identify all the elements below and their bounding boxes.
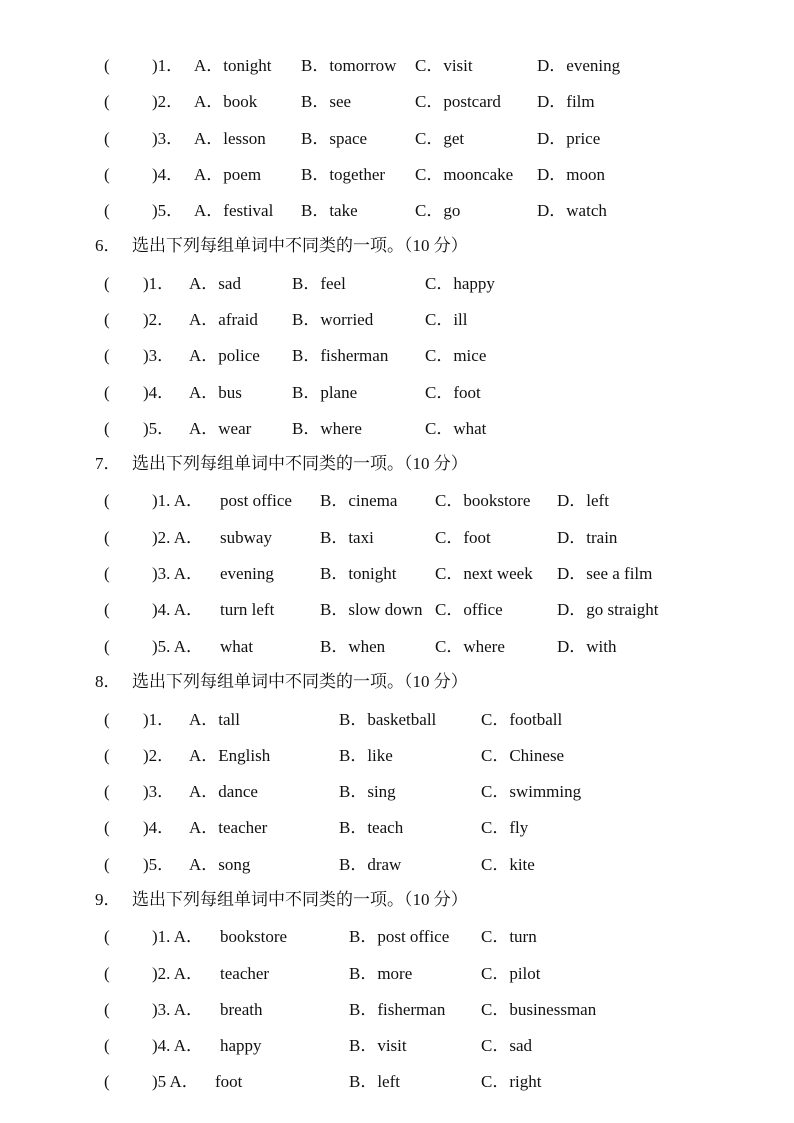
answer-paren-open[interactable]: ( [104,1072,110,1091]
question-number: )1． [143,710,175,729]
option-b: B．cinema [320,491,398,510]
option-a: A．poem [194,165,262,184]
option-c: C．visit [415,56,473,75]
answer-paren-open[interactable]: ( [104,600,110,619]
option-d: D．watch [537,201,607,220]
option-b: B．draw [339,855,402,874]
option-a: A．afraid [189,310,258,329]
question-number: )1． [143,274,175,293]
option-c: C．turn [481,927,537,946]
option-b: B．plane [292,383,358,402]
option-a: A．bus [189,383,242,402]
option-c: C．Chinese [481,746,565,765]
answer-paren-open[interactable]: ( [104,129,110,148]
option-b: B．where [292,419,362,438]
section-number: 8． [95,672,121,691]
section-title: 选出下列每组单词中不同类的一项。（10 分） [132,236,468,255]
option-c: C．right [481,1072,542,1091]
answer-paren-open[interactable]: ( [104,710,110,729]
question-number: )3. A． [152,564,203,583]
question-number: )3． [143,346,175,365]
option-d: D．left [557,491,609,510]
question-number: )2． [143,746,175,765]
option-b: B．fisherman [292,346,389,365]
question-number: )3． [143,782,175,801]
option-c: C．go [415,201,461,220]
question-number: )2． [143,310,175,329]
question-number: )4． [143,383,175,402]
option-a: A．police [189,346,260,365]
option-a: A．teacher [189,818,268,837]
option-a: A．tonight [194,56,272,75]
option-c: C．next week [435,564,533,583]
option-c: C．postcard [415,92,501,111]
option-a: what [220,637,254,656]
answer-paren-open[interactable]: ( [104,782,110,801]
option-d: D．with [557,637,617,656]
option-a: teacher [220,964,270,983]
option-b: B．together [301,165,386,184]
answer-paren-open[interactable]: ( [104,564,110,583]
question-number: )4． [143,818,175,837]
option-c: C．sad [481,1036,532,1055]
option-b: B．tomorrow [301,56,397,75]
option-b: B．like [339,746,393,765]
option-a: A．festival [194,201,274,220]
option-d: D．see a film [557,564,653,583]
option-b: B．basketball [339,710,437,729]
answer-paren-open[interactable]: ( [104,56,110,75]
option-d: D．go straight [557,600,659,619]
option-b: B．tonight [320,564,397,583]
option-a: A．lesson [194,129,266,148]
question-number: )3． [152,129,184,148]
option-b: B．feel [292,274,346,293]
option-b: B．space [301,129,368,148]
option-b: B．left [349,1072,400,1091]
option-a: A．wear [189,419,252,438]
option-a: subway [220,528,272,547]
answer-paren-open[interactable]: ( [104,1036,110,1055]
question-number: )2． [152,92,184,111]
option-b: B．see [301,92,352,111]
option-d: D．film [537,92,595,111]
option-a: evening [220,564,274,583]
option-c: C．foot [425,383,481,402]
option-c: C．foot [435,528,491,547]
option-b: B．slow down [320,600,423,619]
option-b: B．worried [292,310,374,329]
answer-paren-open[interactable]: ( [104,92,110,111]
question-number: )3. A． [152,1000,203,1019]
question-number: )2. A． [152,528,203,547]
question-number: )4. A． [152,600,203,619]
answer-paren-open[interactable]: ( [104,528,110,547]
option-b: B．visit [349,1036,407,1055]
option-c: C．bookstore [435,491,531,510]
answer-paren-open[interactable]: ( [104,491,110,510]
option-d: D．moon [537,165,605,184]
option-a: A．English [189,746,271,765]
question-number: )1. A． [152,491,203,510]
option-c: C．pilot [481,964,541,983]
option-b: B．fisherman [349,1000,446,1019]
question-number: )4． [152,165,184,184]
option-c: C．happy [425,274,495,293]
option-c: C．businessman [481,1000,597,1019]
answer-paren-open[interactable]: ( [104,637,110,656]
answer-paren-open[interactable]: ( [104,964,110,983]
question-number: )5 A． [152,1072,199,1091]
answer-paren-open[interactable]: ( [104,746,110,765]
option-c: C．office [435,600,503,619]
option-d: D．evening [537,56,621,75]
answer-paren-open[interactable]: ( [104,165,110,184]
answer-paren-open[interactable]: ( [104,310,110,329]
option-a: A．sad [189,274,241,293]
section-number: 7． [95,454,121,473]
answer-paren-open[interactable]: ( [104,855,110,874]
option-a: bookstore [220,927,288,946]
option-b: B．more [349,964,413,983]
answer-paren-open[interactable]: ( [104,201,110,220]
question-number: )1． [152,56,184,75]
option-a: A．tall [189,710,240,729]
question-number: )5. A． [152,637,203,656]
option-c: C．what [425,419,487,438]
option-a: breath [220,1000,263,1019]
option-c: C．mice [425,346,487,365]
option-c: C．kite [481,855,535,874]
option-b: B．post office [349,927,450,946]
option-a: post office [220,491,292,510]
section-title: 选出下列每组单词中不同类的一项。（10 分） [132,890,468,909]
answer-paren-open[interactable]: ( [104,927,110,946]
option-b: B．take [301,201,358,220]
answer-paren-open[interactable]: ( [104,818,110,837]
option-c: C．swimming [481,782,582,801]
option-b: B．sing [339,782,396,801]
option-c: C．fly [481,818,529,837]
question-number: )4. A． [152,1036,203,1055]
option-c: C．mooncake [415,165,514,184]
option-c: C．where [435,637,505,656]
option-a: A．dance [189,782,258,801]
question-number: )2. A． [152,964,203,983]
question-number: )5． [143,855,175,874]
option-b: B．teach [339,818,404,837]
option-c: C．get [415,129,465,148]
option-b: B．when [320,637,386,656]
option-a: A．song [189,855,251,874]
section-title: 选出下列每组单词中不同类的一项。（10 分） [132,454,468,473]
section-number: 6． [95,236,121,255]
section-number: 9． [95,890,121,909]
option-d: D．price [537,129,601,148]
answer-paren-open[interactable]: ( [104,419,110,438]
option-a: A．book [194,92,258,111]
section-title: 选出下列每组单词中不同类的一项。（10 分） [132,672,468,691]
option-a: turn left [220,600,275,619]
question-number: )5． [143,419,175,438]
option-d: D．train [557,528,618,547]
answer-paren-open[interactable]: ( [104,383,110,402]
answer-paren-open[interactable]: ( [104,1000,110,1019]
question-number: )1. A． [152,927,203,946]
option-a: foot [215,1072,243,1091]
option-c: C．ill [425,310,468,329]
answer-paren-open[interactable]: ( [104,274,110,293]
option-c: C．football [481,710,563,729]
answer-paren-open[interactable]: ( [104,346,110,365]
question-number: )5． [152,201,184,220]
option-a: happy [220,1036,262,1055]
option-b: B．taxi [320,528,374,547]
